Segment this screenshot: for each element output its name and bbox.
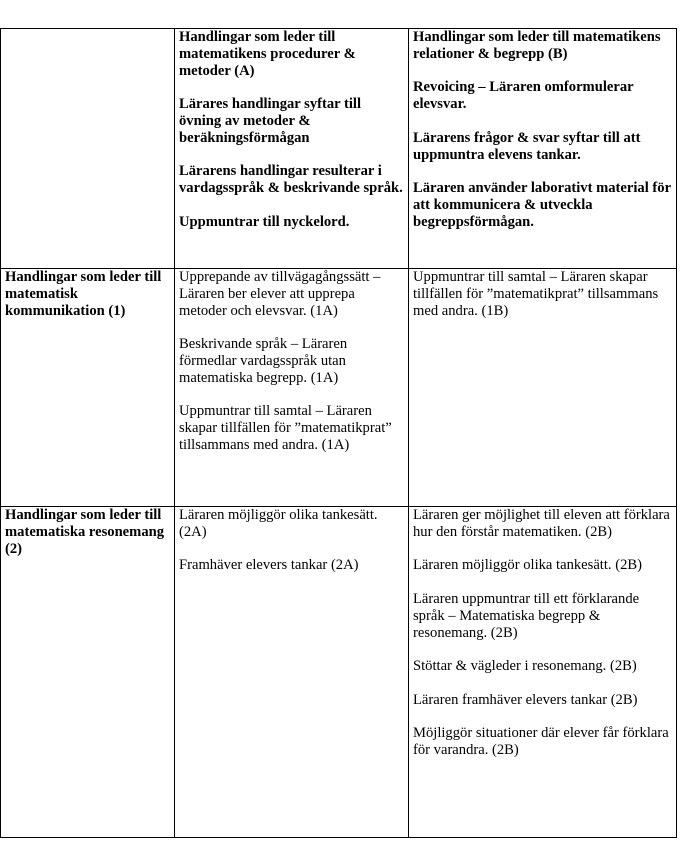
framework-table bbox=[0, 28, 677, 838]
cell-item: Läraren uppmuntrar till ett förklarande språk – Matematiska begrepp & resonemang. (2B) bbox=[413, 590, 640, 641]
header-row bbox=[1, 29, 677, 269]
header-a-line: Lärares handlingar syftar till övning av metoder & beräkningsförmågan bbox=[179, 96, 362, 146]
cell-item: Läraren framhäver elevers tankar (2B) bbox=[413, 691, 638, 708]
cell-1a bbox=[175, 269, 409, 507]
cell-2a bbox=[175, 507, 409, 838]
header-a-line: Uppmuntrar till nyckelord. bbox=[179, 213, 350, 230]
cell-item: Läraren möjliggör olika tankesätt. (2B) bbox=[413, 557, 642, 574]
row-label: Handlingar som leder till matematisk kommunikation (1) bbox=[5, 269, 162, 319]
row-label-cell bbox=[1, 507, 175, 838]
header-cell-b bbox=[409, 29, 677, 269]
header-b-line: Revoicing – Läraren omformulerar elevsvar. bbox=[413, 79, 634, 113]
cell-item: Uppmuntrar till samtal – Läraren skapar tillfällen för ”matematikprat” tillsammans med andra. (1B) bbox=[413, 269, 659, 319]
cell-item: Upprepande av tillvägagångssätt – Läraren ber elever att upprepa metoder och elevsvar. (1A) bbox=[179, 269, 381, 319]
row-label: Handlingar som leder till matematiska resonemang (2) bbox=[5, 507, 165, 557]
cell-item: Uppmuntrar till samtal – Läraren skapar tillfällen för ”matematikprat” tillsammans med andra. (1A) bbox=[179, 403, 392, 453]
cell-item: Möjliggör situationer där elever får förklara för varandra. (2B) bbox=[413, 725, 669, 759]
row-label-cell bbox=[1, 269, 175, 507]
empty-corner-cell bbox=[1, 29, 175, 269]
table-row bbox=[1, 269, 677, 507]
cell-item: Läraren möjliggör olika tankesätt. (2A) bbox=[179, 507, 378, 540]
header-cell-a bbox=[175, 29, 409, 269]
header-b-line: Läraren använder laborativt material för att kommunicera & utveckla begreppsförmågan. bbox=[413, 180, 671, 230]
header-a-line: Lärarens handlingar resulterar i vardagsspråk & beskrivande språk. bbox=[179, 163, 403, 197]
header-a-title: Handlingar som leder till matematikens procedurer & metoder (A) bbox=[179, 29, 356, 79]
table-row bbox=[1, 507, 677, 838]
cell-2b bbox=[409, 507, 677, 838]
cell-item: Läraren ger möjlighet till eleven att förklara hur den förstår matematiken. (2B) bbox=[413, 507, 670, 540]
cell-1b bbox=[409, 269, 677, 507]
header-b-title: Handlingar som leder till matematikens relationer & begrepp (B) bbox=[413, 29, 661, 62]
header-b-line: Lärarens frågor & svar syftar till att uppmuntra elevens tankar. bbox=[413, 129, 641, 163]
cell-item: Framhäver elevers tankar (2A) bbox=[179, 557, 359, 574]
cell-item: Beskrivande språk – Läraren förmedlar vardagsspråk utan matematiska begrepp. (1A) bbox=[179, 336, 348, 386]
cell-item: Stöttar & vägleder i resonemang. (2B) bbox=[413, 658, 637, 675]
